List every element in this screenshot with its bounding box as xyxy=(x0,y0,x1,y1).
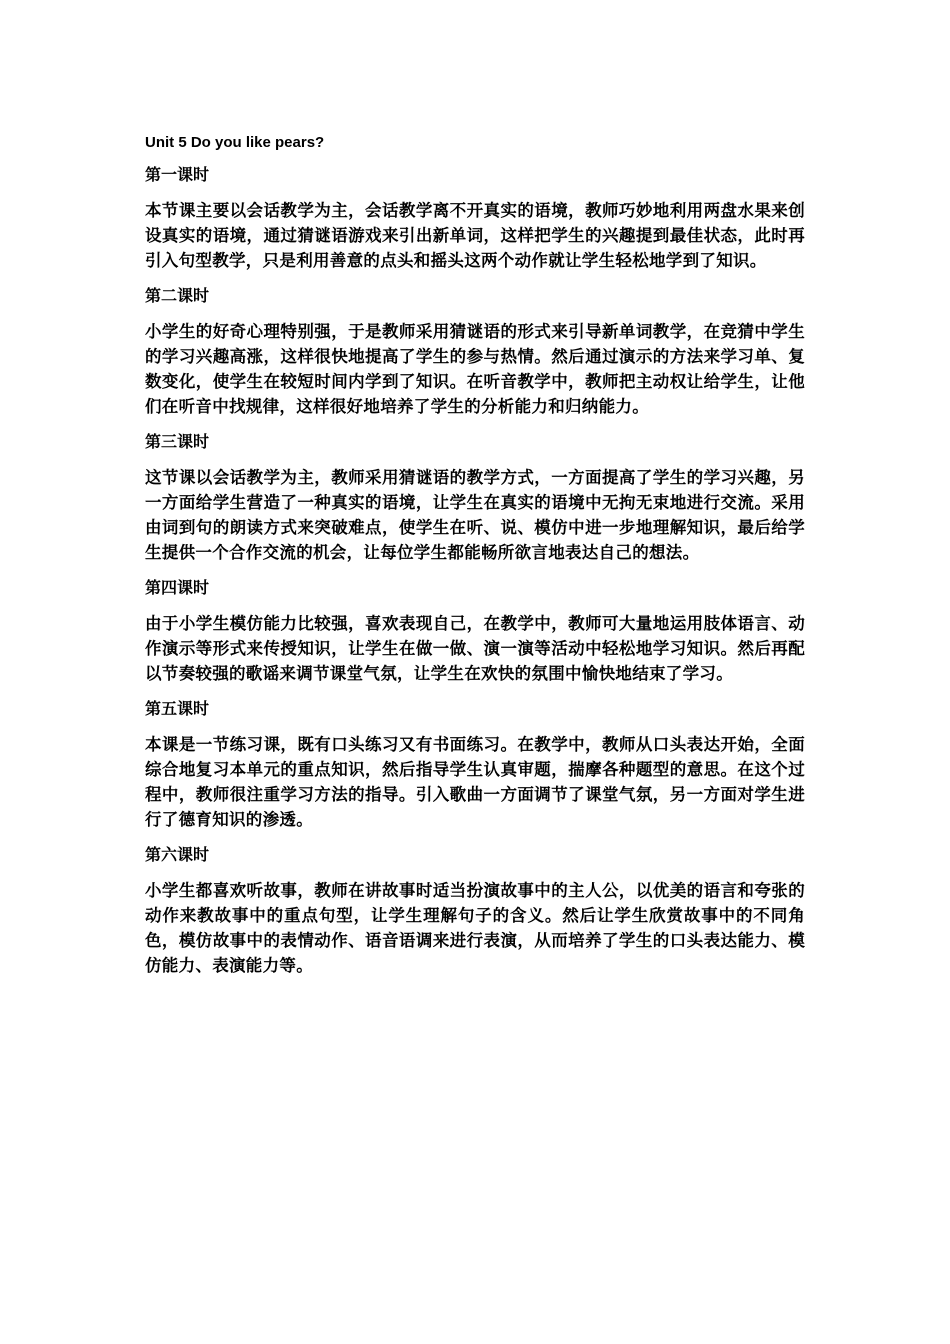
section-heading: 第四课时 xyxy=(145,578,210,597)
section-lesson-3 xyxy=(145,429,805,565)
section-paragraph: 小学生的好奇心理特别强，于是教师采用猜谜语的形式来引导新单词教学，在竞猜中学生的学习兴趣高涨，这样很快地提高了学生的参与热情。然后通过演示的方法来学习单、复数变化，使学生在较短时间内学到了知识。在听音教学中，教师把主动权让给学生，让他们在听音中找规律，这样很好地培养了学生的分析能力和归纳能力。 xyxy=(145,322,805,416)
section-heading: 第三课时 xyxy=(145,432,210,451)
section-paragraph: 小学生都喜欢听故事，教师在讲故事时适当扮演故事中的主人公，以优美的语言和夸张的动作来教故事中的重点句型，让学生理解句子的含义。然后让学生欣赏故事中的不同角色，模仿故事中的表情动作、语音语调来进行表演，从而培养了学生的口头表达能力、模仿能力、表演能力等。 xyxy=(145,881,805,975)
section-paragraph: 由于小学生模仿能力比较强，喜欢表现自己，在教学中，教师可大量地运用肢体语言、动作演示等形式来传授知识，让学生在做一做、演一演等活动中轻松地学习知识。然后再配以节奏较强的歌谣来调节课堂气氛，让学生在欢快的氛围中愉快地结束了学习。 xyxy=(145,614,805,683)
section-lesson-6 xyxy=(145,842,805,978)
section-paragraph: 这节课以会话教学为主，教师采用猜谜语的教学方式，一方面提高了学生的学习兴趣，另一方面给学生营造了一种真实的语境，让学生在真实的语境中无拘无束地进行交流。采用由词到句的朗读方式来突破难点，使学生在听、说、模仿中进一步地理解知识，最后给学生提供一个合作交流的机会，让每位学生都能畅所欲言地表达自己的想法。 xyxy=(145,468,805,562)
section-lesson-2 xyxy=(145,283,805,419)
section-lesson-4 xyxy=(145,575,805,686)
section-lesson-5 xyxy=(145,696,805,832)
section-heading: 第二课时 xyxy=(145,286,210,305)
section-heading: 第一课时 xyxy=(145,165,210,184)
section-heading: 第六课时 xyxy=(145,845,210,864)
section-paragraph: 本课是一节练习课，既有口头练习又有书面练习。在教学中，教师从口头表达开始，全面综合地复习本单元的重点知识，然后指导学生认真审题，揣摩各种题型的意思。在这个过程中，教师很注重学习方法的指导。引入歌曲一方面调节了课堂气氛，另一方面对学生进行了德育知识的渗透。 xyxy=(145,735,805,829)
document-page xyxy=(145,130,805,988)
section-lesson-1 xyxy=(145,162,805,273)
section-heading: 第五课时 xyxy=(145,699,210,718)
document-title: Unit 5 Do you like pears? xyxy=(145,134,325,151)
section-paragraph: 本节课主要以会话教学为主，会话教学离不开真实的语境，教师巧妙地利用两盘水果来创设真实的语境，通过猜谜语游戏来引出新单词，这样把学生的兴趣提到最佳状态，此时再引入句型教学，只是利用善意的点头和摇头这两个动作就让学生轻松地学到了知识。 xyxy=(145,201,805,270)
